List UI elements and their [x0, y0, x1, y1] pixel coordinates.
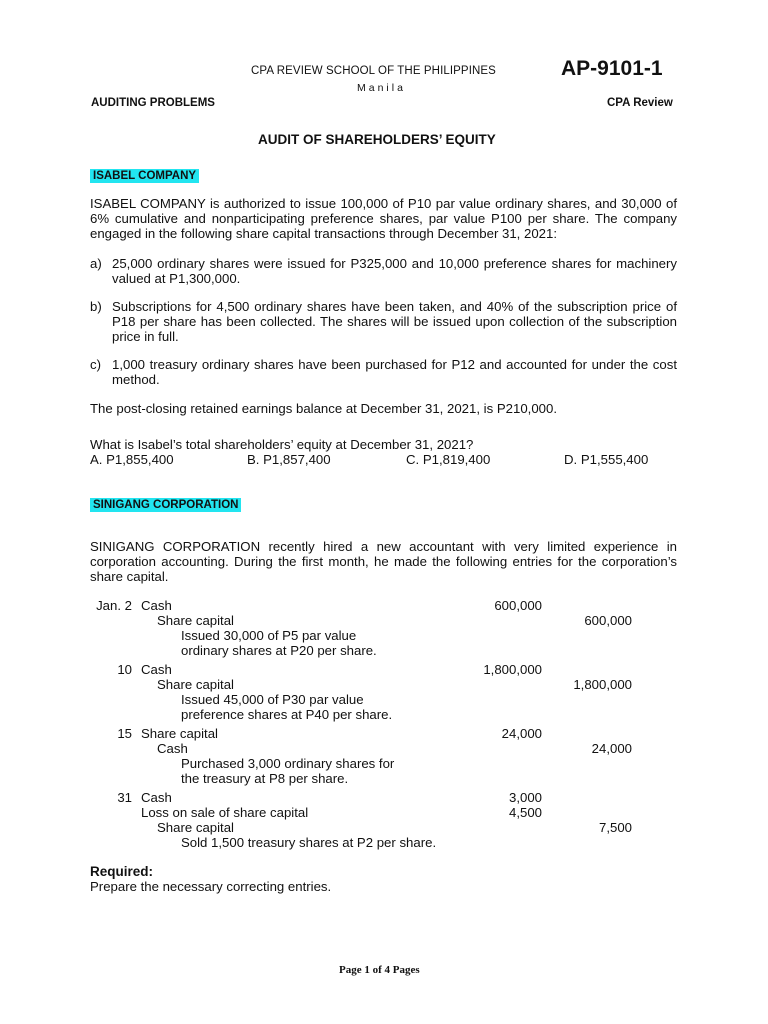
- journal-date: 10: [117, 662, 132, 677]
- journal-row: [90, 741, 690, 756]
- choices-row: [90, 452, 690, 468]
- subject-label: AUDITING PROBLEMS: [91, 97, 215, 109]
- choice-c: C. P1,819,400: [406, 452, 491, 467]
- journal-account: Issued 30,000 of P5 par value: [181, 628, 357, 643]
- retained-earnings-text: The post-closing retained earnings balance at December 31, 2021, is P210,000.: [90, 401, 557, 416]
- journal-credit: 1,800,000: [573, 677, 632, 692]
- document-code: AP-9101-1: [561, 57, 663, 80]
- journal-debit: 4,500: [508, 805, 542, 820]
- journal-row: [90, 628, 690, 643]
- journal-date: Jan. 2: [96, 598, 132, 613]
- journal-entries: [90, 598, 690, 858]
- question-text: What is Isabel’s total shareholders’ equity at December 31, 2021?: [90, 437, 474, 452]
- required-text: Prepare the necessary correcting entries.: [90, 879, 332, 894]
- journal-row: [90, 820, 690, 835]
- isabel-item-c: [90, 357, 677, 387]
- journal-row: [90, 790, 690, 805]
- sinigang-intro: SINIGANG CORPORATION recently hired a new accountant with very limited experience in corporation accounting. During the first month, he made the following entries for the corporation’s share capital.: [90, 539, 677, 585]
- item-label: c): [90, 357, 101, 372]
- school-name: CPA REVIEW SCHOOL OF THE PHILIPPINES: [251, 65, 496, 77]
- journal-row: [90, 726, 690, 741]
- journal-account: Share capital: [157, 820, 234, 835]
- journal-row: [90, 835, 690, 850]
- isabel-heading-highlight: ISABEL COMPANY: [90, 169, 199, 183]
- journal-account: Purchased 3,000 ordinary shares for: [181, 756, 395, 771]
- choice-a: A. P1,855,400: [90, 452, 174, 467]
- sinigang-heading-highlight: SINIGANG CORPORATION: [90, 498, 241, 512]
- journal-account: Issued 45,000 of P30 par value: [181, 692, 364, 707]
- page-footer: Page 1 of 4 Pages: [339, 964, 420, 976]
- journal-date: 15: [117, 726, 132, 741]
- item-text: 25,000 ordinary shares were issued for P325,000 and 10,000 preference shares for machinery valued at P1,300,000.: [112, 256, 677, 287]
- journal-row: [90, 805, 690, 820]
- journal-account: Share capital: [157, 677, 234, 692]
- isabel-item-a: [90, 256, 677, 286]
- journal-account: Cash: [157, 741, 188, 756]
- sinigang-heading: [90, 496, 241, 511]
- journal-account: Cash: [141, 662, 172, 677]
- journal-row: [90, 771, 690, 786]
- journal-account: Loss on sale of share capital: [141, 805, 309, 820]
- journal-debit: 600,000: [494, 598, 542, 613]
- isabel-heading: [90, 167, 199, 182]
- item-text: 1,000 treasury ordinary shares have been purchased for P12 and accounted for under the cost method.: [112, 357, 677, 388]
- journal-account: ordinary shares at P20 per share.: [181, 643, 377, 658]
- journal-row: [90, 677, 690, 692]
- item-label: b): [90, 299, 102, 314]
- journal-account: Share capital: [157, 613, 234, 628]
- isabel-item-b: [90, 299, 677, 345]
- journal-credit: 24,000: [591, 741, 632, 756]
- school-city: Manila: [357, 82, 406, 94]
- journal-date: 31: [117, 790, 132, 805]
- isabel-intro: ISABEL COMPANY is authorized to issue 100,000 of P10 par value ordinary shares, and 30,000 of 6% cumulative and nonparticipating preference shares, par value P100 per share. The company engaged in the following share capital transactions through December 31, 2021:: [90, 196, 677, 242]
- journal-account: the treasury at P8 per share.: [181, 771, 349, 786]
- journal-row: [90, 613, 690, 628]
- choice-d: D. P1,555,400: [564, 452, 649, 467]
- journal-row: [90, 756, 690, 771]
- journal-debit: 1,800,000: [483, 662, 542, 677]
- item-label: a): [90, 256, 102, 271]
- journal-account: Sold 1,500 treasury shares at P2 per share.: [181, 835, 437, 850]
- journal-account: Cash: [141, 598, 172, 613]
- journal-account: Share capital: [141, 726, 218, 741]
- journal-row: [90, 707, 690, 722]
- journal-credit: 600,000: [584, 613, 632, 628]
- course-label: CPA Review: [607, 97, 673, 109]
- journal-account: preference shares at P40 per share.: [181, 707, 393, 722]
- journal-account: Cash: [141, 790, 172, 805]
- choice-b: B. P1,857,400: [247, 452, 331, 467]
- journal-row: [90, 598, 690, 613]
- journal-row: [90, 662, 690, 677]
- journal-row: [90, 643, 690, 658]
- journal-debit: 24,000: [501, 726, 542, 741]
- required-label: Required:: [90, 864, 154, 879]
- item-text: Subscriptions for 4,500 ordinary shares have been taken, and 40% of the subscription price of P18 per share has been collected. The shares will be issued upon collection of the subscription price in full.: [112, 299, 677, 345]
- journal-credit: 7,500: [598, 820, 632, 835]
- journal-row: [90, 692, 690, 707]
- page-title: AUDIT OF SHAREHOLDERS’ EQUITY: [258, 132, 496, 147]
- journal-debit: 3,000: [508, 790, 542, 805]
